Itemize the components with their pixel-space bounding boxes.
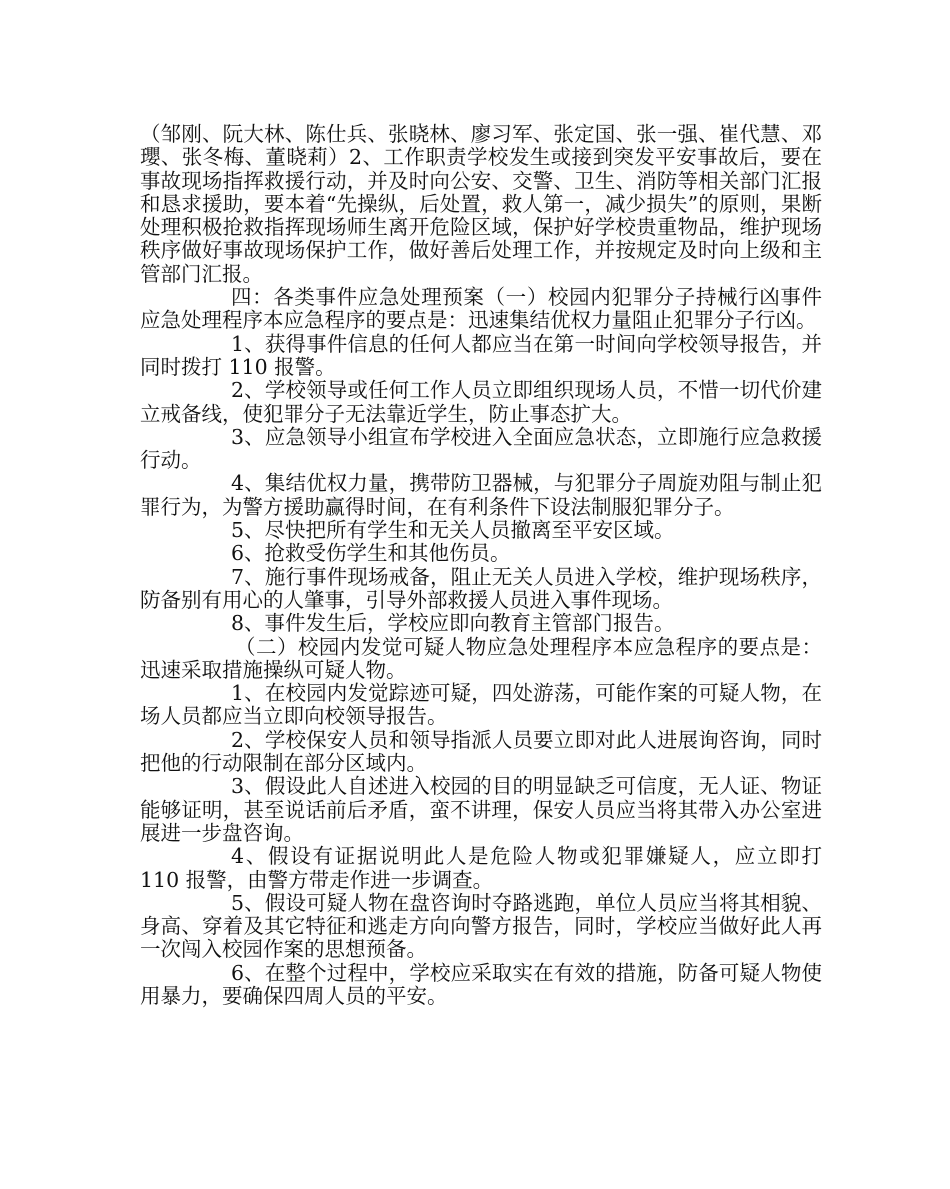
paragraph-item: 4、集结优权力量，携带防卫器械，与犯罪分子周旋劝阻与制止犯罪行为，为警方援助赢得时间，在有利条件下设法制服犯罪分子。 (140, 471, 822, 519)
paragraph-item: 5、假设可疑人物在盘咨询时夺路逃跑，单位人员应当将其相貌、身高、穿着及其它特征和逃走方向向警方报告，同时，学校应当做好此人再一次闯入校园作案的思想预备。 (140, 890, 822, 962)
paragraph-item: 1、获得事件信息的任何人都应当在第一时间向学校领导报告，并同时拨打 110 报警。 (140, 331, 822, 379)
paragraph-item: 2、学校保安人员和领导指派人员要立即对此人进展询咨询，同时把他的行动限制在部分区域内。 (140, 727, 822, 776)
paragraph-item: 5、尽快把所有学生和无关人员撤离至平安区域。 (231, 518, 675, 543)
paragraph-item: 2、学校领导或任何工作人员立即组织现场人员，不惜一切代价建立戒备线，使犯罪分子无法靠近学生，防止事态扩大。 (140, 378, 822, 426)
paragraph-subsection-two-heading: （二）校园内发觉可疑人物应急处理程序本应急程序的要点是：迅速采取措施操纵可疑人物。 (140, 634, 822, 682)
paragraph-item: 6、抢救受伤学生和其他伤员。 (231, 541, 511, 566)
paragraph-item: 7、施行事件现场戒备，阻止无关人员进入学校，维护现场秩序，防备别有用心的人肇事，引导外部救援人员进入事件现场。 (140, 564, 822, 612)
paragraph-item: 1、在校园内发觉踪迹可疑，四处游荡，可能作案的可疑人物，在场人员都应当立即向校领导报告。 (140, 681, 822, 729)
document-body (140, 123, 822, 1008)
paragraph-section-four-heading: 四：各类事件应急处理预案（一）校园内犯罪分子持械行凶事件应急处理程序本应急程序的要点是：迅速集结优权力量阻止犯罪分子行凶。 (140, 285, 822, 333)
paragraph-item: 6、在整个过程中，学校应采取实在有效的措施，防备可疑人物使用暴力，要确保四周人员的平安。 (140, 960, 822, 1008)
paragraph-item: 8、事件发生后，学校应即向教育主管部门报告。 (231, 611, 675, 636)
paragraph-responsibilities: （邹刚、阮大林、陈仕兵、张晓林、廖习军、张定国、张一强、崔代慧、邓瓔、张冬梅、董晓莉）2、工作职责学校发生或接到突发平安事故后，要在事故现场指挥救援行动，并及时向公安、交警、卫生、消防等相关部门汇报和恳求援助，要本着“先操纵，后处置，救人第一，减少损失”的原则，果断处理积极抢救指挥现场师生离开危险区域，保护好学校贵重物品，维护现场秩序做好事故现场保护工作，做好善后处理工作，并按规定及时向上级和主管部门汇报。 (140, 122, 822, 286)
paragraph-item: 3、假设此人自述进入校园的目的明显缺乏可信度，无人证、物证能够证明，甚至说话前后矛盾，蛮不讲理，保安人员应当将其带入办公室进展进一步盘咨询。 (140, 774, 822, 845)
paragraph-item: 3、应急领导小组宣布学校进入全面应急状态，立即施行应急救援行动。 (140, 424, 822, 473)
paragraph-item: 4、假设有证据说明此人是危险人物或犯罪嫌疑人，应立即打 110 报警，由警方带走作进一步调查。 (140, 844, 822, 892)
